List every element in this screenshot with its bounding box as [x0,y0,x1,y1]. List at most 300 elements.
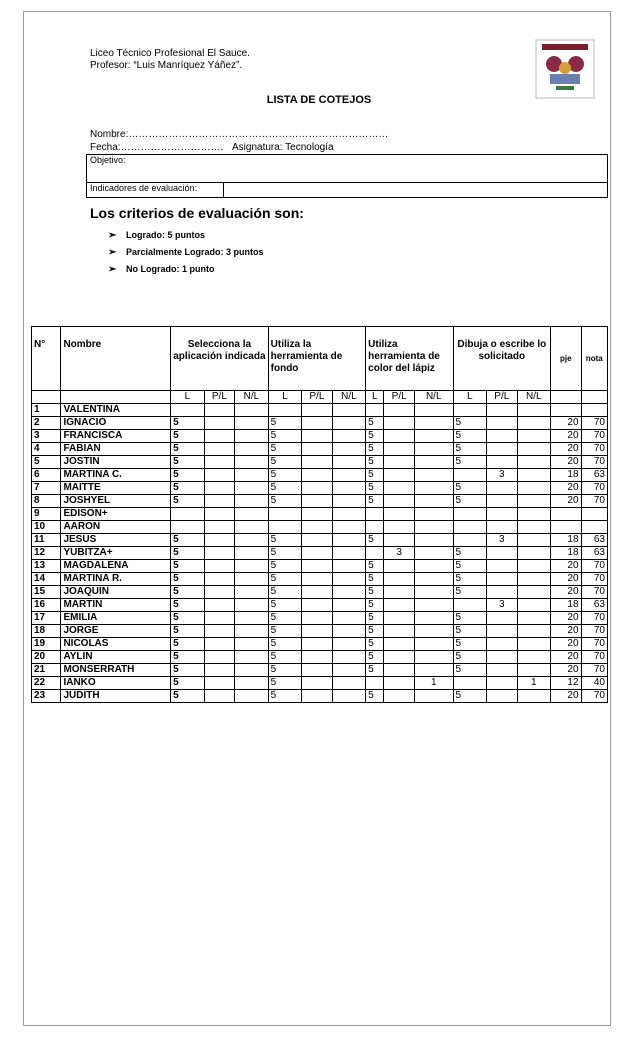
table-row [32,417,608,430]
score-cell: 5 [453,456,487,469]
score-cell [302,430,332,443]
criteria-item [108,227,264,244]
score-cell [414,456,453,469]
grade: 70 [581,573,607,586]
score-cell: 5 [453,430,487,443]
col-criterion-2-header: Utiliza la herramienta de fondo [268,327,366,391]
score-cell: 5 [171,534,205,547]
score-cell: 5 [268,599,302,612]
score-cell [302,612,332,625]
score-cell: 5 [453,612,487,625]
row-number: 21 [32,664,61,677]
score-cell: 5 [171,456,205,469]
score-cell [487,404,517,417]
score-cell: 5 [366,612,384,625]
score-cell [332,586,366,599]
score-cell [204,417,234,430]
score-cell [204,547,234,560]
score-cell [204,469,234,482]
score-cell: 5 [268,586,302,599]
row-number: 1 [32,404,61,417]
score-cell [414,534,453,547]
total-score: 12 [551,677,581,690]
score-cell [235,625,269,638]
student-name: JOSHYEL [61,495,171,508]
grade: 70 [581,651,607,664]
score-cell [332,638,366,651]
table-row [32,482,608,495]
student-name: IGNACIO [61,417,171,430]
score-cell [517,625,551,638]
score-cell [332,599,366,612]
score-cell [332,651,366,664]
score-cell: 5 [171,690,205,703]
student-name: VALENTINA [61,404,171,417]
score-cell: 5 [366,638,384,651]
grade: 63 [581,547,607,560]
table-row [32,469,608,482]
score-cell: 5 [268,534,302,547]
score-cell [414,612,453,625]
date-field: Fecha:…………………………. [90,142,224,153]
score-cell [235,690,269,703]
score-cell: 5 [453,495,487,508]
score-cell: 3 [487,469,517,482]
sub-header-label: P/L [204,391,234,404]
score-cell [302,443,332,456]
score-cell [366,677,384,690]
score-cell [487,573,517,586]
score-cell [235,612,269,625]
score-cell [302,690,332,703]
score-cell [414,586,453,599]
table-row [32,664,608,677]
table-row [32,586,608,599]
score-cell [384,430,414,443]
score-cell [235,456,269,469]
total-score: 20 [551,482,581,495]
score-cell [487,560,517,573]
sub-header-label: N/L [414,391,453,404]
score-cell [204,560,234,573]
total-score: 18 [551,534,581,547]
score-cell [517,651,551,664]
score-cell [302,599,332,612]
score-cell [332,677,366,690]
score-cell [487,638,517,651]
col-grade-header: nota [581,327,607,391]
row-number: 12 [32,547,61,560]
score-cell [384,521,414,534]
subject-field: Asignatura: Tecnología [232,142,334,153]
student-name: AYLIN [61,651,171,664]
score-cell: 5 [453,625,487,638]
score-cell [204,404,234,417]
grade: 70 [581,443,607,456]
grade: 63 [581,469,607,482]
score-cell [332,547,366,560]
score-cell: 5 [366,443,384,456]
score-cell: 5 [171,443,205,456]
grade: 70 [581,638,607,651]
score-cell [384,573,414,586]
table-row [32,495,608,508]
student-name: JORGE [61,625,171,638]
score-cell [366,521,384,534]
total-score: 20 [551,690,581,703]
score-cell [384,612,414,625]
score-cell [204,599,234,612]
score-cell [302,625,332,638]
score-cell: 5 [171,560,205,573]
sub-header-label: N/L [235,391,269,404]
score-cell [414,651,453,664]
col-criterion-1-header: Selecciona la aplicación indicada [171,327,269,391]
score-cell [235,651,269,664]
score-cell [204,638,234,651]
grade [581,508,607,521]
sub-header-blank [61,391,171,404]
score-cell [384,534,414,547]
row-number: 18 [32,625,61,638]
score-cell [517,430,551,443]
col-criterion-4-header: Dibuja o escribe lo solicitado [453,327,551,391]
table-row [32,430,608,443]
grade: 70 [581,482,607,495]
score-cell [204,586,234,599]
score-cell: 5 [453,690,487,703]
score-cell [517,534,551,547]
row-number: 17 [32,612,61,625]
score-cell [384,482,414,495]
score-cell [517,456,551,469]
score-cell: 5 [366,534,384,547]
score-cell: 5 [366,573,384,586]
grade: 40 [581,677,607,690]
score-cell [235,404,269,417]
grade: 63 [581,599,607,612]
total-score: 18 [551,469,581,482]
score-cell: 5 [268,625,302,638]
score-cell [517,521,551,534]
score-cell: 5 [268,417,302,430]
score-cell: 5 [453,586,487,599]
score-cell [332,534,366,547]
score-cell [384,508,414,521]
score-cell [302,521,332,534]
score-cell [235,508,269,521]
row-number: 9 [32,508,61,521]
score-cell [517,612,551,625]
grade: 70 [581,664,607,677]
row-number: 7 [32,482,61,495]
score-cell [517,495,551,508]
row-number: 2 [32,417,61,430]
score-cell: 5 [366,430,384,443]
score-cell: 5 [268,573,302,586]
score-cell [302,638,332,651]
score-cell [235,417,269,430]
score-cell [302,573,332,586]
score-cell [384,690,414,703]
score-cell: 5 [268,664,302,677]
score-cell [453,404,487,417]
grade: 70 [581,417,607,430]
score-cell [487,482,517,495]
student-name: IANKO [61,677,171,690]
score-cell: 5 [171,573,205,586]
score-cell [384,469,414,482]
score-cell: 5 [453,417,487,430]
score-cell: 5 [366,469,384,482]
score-cell: 5 [268,430,302,443]
score-cell [517,573,551,586]
score-cell [517,443,551,456]
score-cell [384,651,414,664]
total-score [551,508,581,521]
score-cell [517,469,551,482]
row-number: 20 [32,651,61,664]
score-cell [414,404,453,417]
score-cell: 5 [268,443,302,456]
indicators-value [224,183,608,198]
score-cell [384,404,414,417]
score-cell [414,443,453,456]
sub-header-label: P/L [487,391,517,404]
score-cell: 5 [171,495,205,508]
checklist-table [31,326,608,703]
sub-header-label: L [453,391,487,404]
score-cell [517,586,551,599]
score-cell: 5 [366,690,384,703]
score-cell [332,404,366,417]
score-cell [302,469,332,482]
score-cell: 5 [366,651,384,664]
sub-header-label: L [366,391,384,404]
score-cell: 5 [366,586,384,599]
grade: 63 [581,534,607,547]
score-cell [302,495,332,508]
score-cell [384,599,414,612]
student-name: MAGDALENA [61,560,171,573]
grade [581,521,607,534]
score-cell: 5 [366,456,384,469]
score-cell [332,521,366,534]
score-cell [204,521,234,534]
score-cell [302,677,332,690]
score-cell: 5 [366,625,384,638]
score-cell [302,456,332,469]
score-cell [235,560,269,573]
objective-table [86,154,608,198]
score-cell [302,651,332,664]
sub-header-label: L [171,391,205,404]
sub-header-label: N/L [517,391,551,404]
score-cell [302,664,332,677]
score-cell [204,573,234,586]
score-cell: 5 [268,495,302,508]
score-cell [332,417,366,430]
score-cell [235,547,269,560]
score-cell [302,404,332,417]
indicators-label: Indicadores de evaluación: [87,183,224,198]
score-cell [171,508,205,521]
score-cell: 5 [268,547,302,560]
score-cell [302,547,332,560]
row-number: 11 [32,534,61,547]
table-row [32,508,608,521]
score-cell [384,586,414,599]
score-cell [453,469,487,482]
score-cell: 5 [171,417,205,430]
score-cell: 5 [366,664,384,677]
grade [581,404,607,417]
student-name: JESUS [61,534,171,547]
total-score: 20 [551,430,581,443]
student-name: AARON [61,521,171,534]
score-cell [517,638,551,651]
student-name: YUBITZA+ [61,547,171,560]
row-number: 8 [32,495,61,508]
score-cell [414,664,453,677]
score-cell [204,677,234,690]
score-cell [487,495,517,508]
total-score: 20 [551,638,581,651]
score-cell [414,560,453,573]
score-cell [235,573,269,586]
grade: 70 [581,625,607,638]
table-row [32,404,608,417]
score-cell [453,508,487,521]
student-name: JUDITH [61,690,171,703]
sub-header-blank [32,391,61,404]
score-cell: 5 [171,625,205,638]
row-number: 14 [32,573,61,586]
table-row [32,573,608,586]
score-cell [366,508,384,521]
table-row [32,456,608,469]
row-number: 6 [32,469,61,482]
score-cell: 5 [453,638,487,651]
total-score: 20 [551,495,581,508]
score-cell: 5 [453,573,487,586]
score-cell: 5 [268,560,302,573]
score-cell [517,482,551,495]
score-cell [171,404,205,417]
score-cell [235,469,269,482]
score-cell [204,651,234,664]
score-cell [384,625,414,638]
score-cell [414,638,453,651]
score-cell [487,456,517,469]
table-row [32,677,608,690]
criteria-item [108,244,264,261]
table-row [32,560,608,573]
score-cell: 1 [517,677,551,690]
score-cell [517,547,551,560]
total-score: 20 [551,456,581,469]
score-cell: 5 [268,456,302,469]
score-cell [414,599,453,612]
score-cell [453,534,487,547]
table-row [32,651,608,664]
score-cell [414,430,453,443]
total-score: 20 [551,612,581,625]
score-cell: 5 [171,612,205,625]
score-cell: 5 [171,482,205,495]
score-cell [414,417,453,430]
score-cell: 5 [453,664,487,677]
grade: 70 [581,612,607,625]
score-cell: 3 [384,547,414,560]
score-cell: 5 [268,482,302,495]
total-score [551,521,581,534]
grade: 70 [581,560,607,573]
score-cell [453,521,487,534]
total-score: 20 [551,573,581,586]
score-cell [302,586,332,599]
score-cell: 5 [366,482,384,495]
criteria-item [108,261,264,278]
score-cell [302,482,332,495]
score-cell: 5 [268,677,302,690]
page-title: LISTA DE COTEJOS [266,94,372,106]
row-number: 10 [32,521,61,534]
score-cell: 5 [268,612,302,625]
score-cell [204,495,234,508]
sub-header-row [32,391,608,404]
score-cell [517,560,551,573]
arrow-bullet-icon: ➢ [108,230,117,241]
score-cell [332,612,366,625]
score-cell [414,482,453,495]
score-cell [384,495,414,508]
sub-header-blank [551,391,581,404]
score-cell [204,625,234,638]
row-number: 4 [32,443,61,456]
score-cell [235,495,269,508]
row-number: 19 [32,638,61,651]
col-number-header: N° [32,327,61,391]
score-cell [332,625,366,638]
table-row [32,690,608,703]
grade: 70 [581,430,607,443]
score-cell [235,521,269,534]
name-field: Nombre:…………………………………………………………………… [90,129,389,140]
score-cell [517,599,551,612]
row-number: 13 [32,560,61,573]
total-score: 20 [551,443,581,456]
objective-label: Objetivo: [87,155,608,183]
score-cell [204,508,234,521]
score-cell [487,625,517,638]
score-cell [235,677,269,690]
score-cell [487,690,517,703]
total-score: 20 [551,586,581,599]
row-number: 23 [32,690,61,703]
arrow-bullet-icon: ➢ [108,247,117,258]
total-score: 18 [551,547,581,560]
score-cell [235,443,269,456]
score-cell [384,638,414,651]
score-cell: 5 [268,469,302,482]
score-cell: 5 [453,560,487,573]
criteria-list [108,227,264,278]
score-cell [366,547,384,560]
score-cell [384,443,414,456]
score-cell [235,430,269,443]
score-cell [268,521,302,534]
